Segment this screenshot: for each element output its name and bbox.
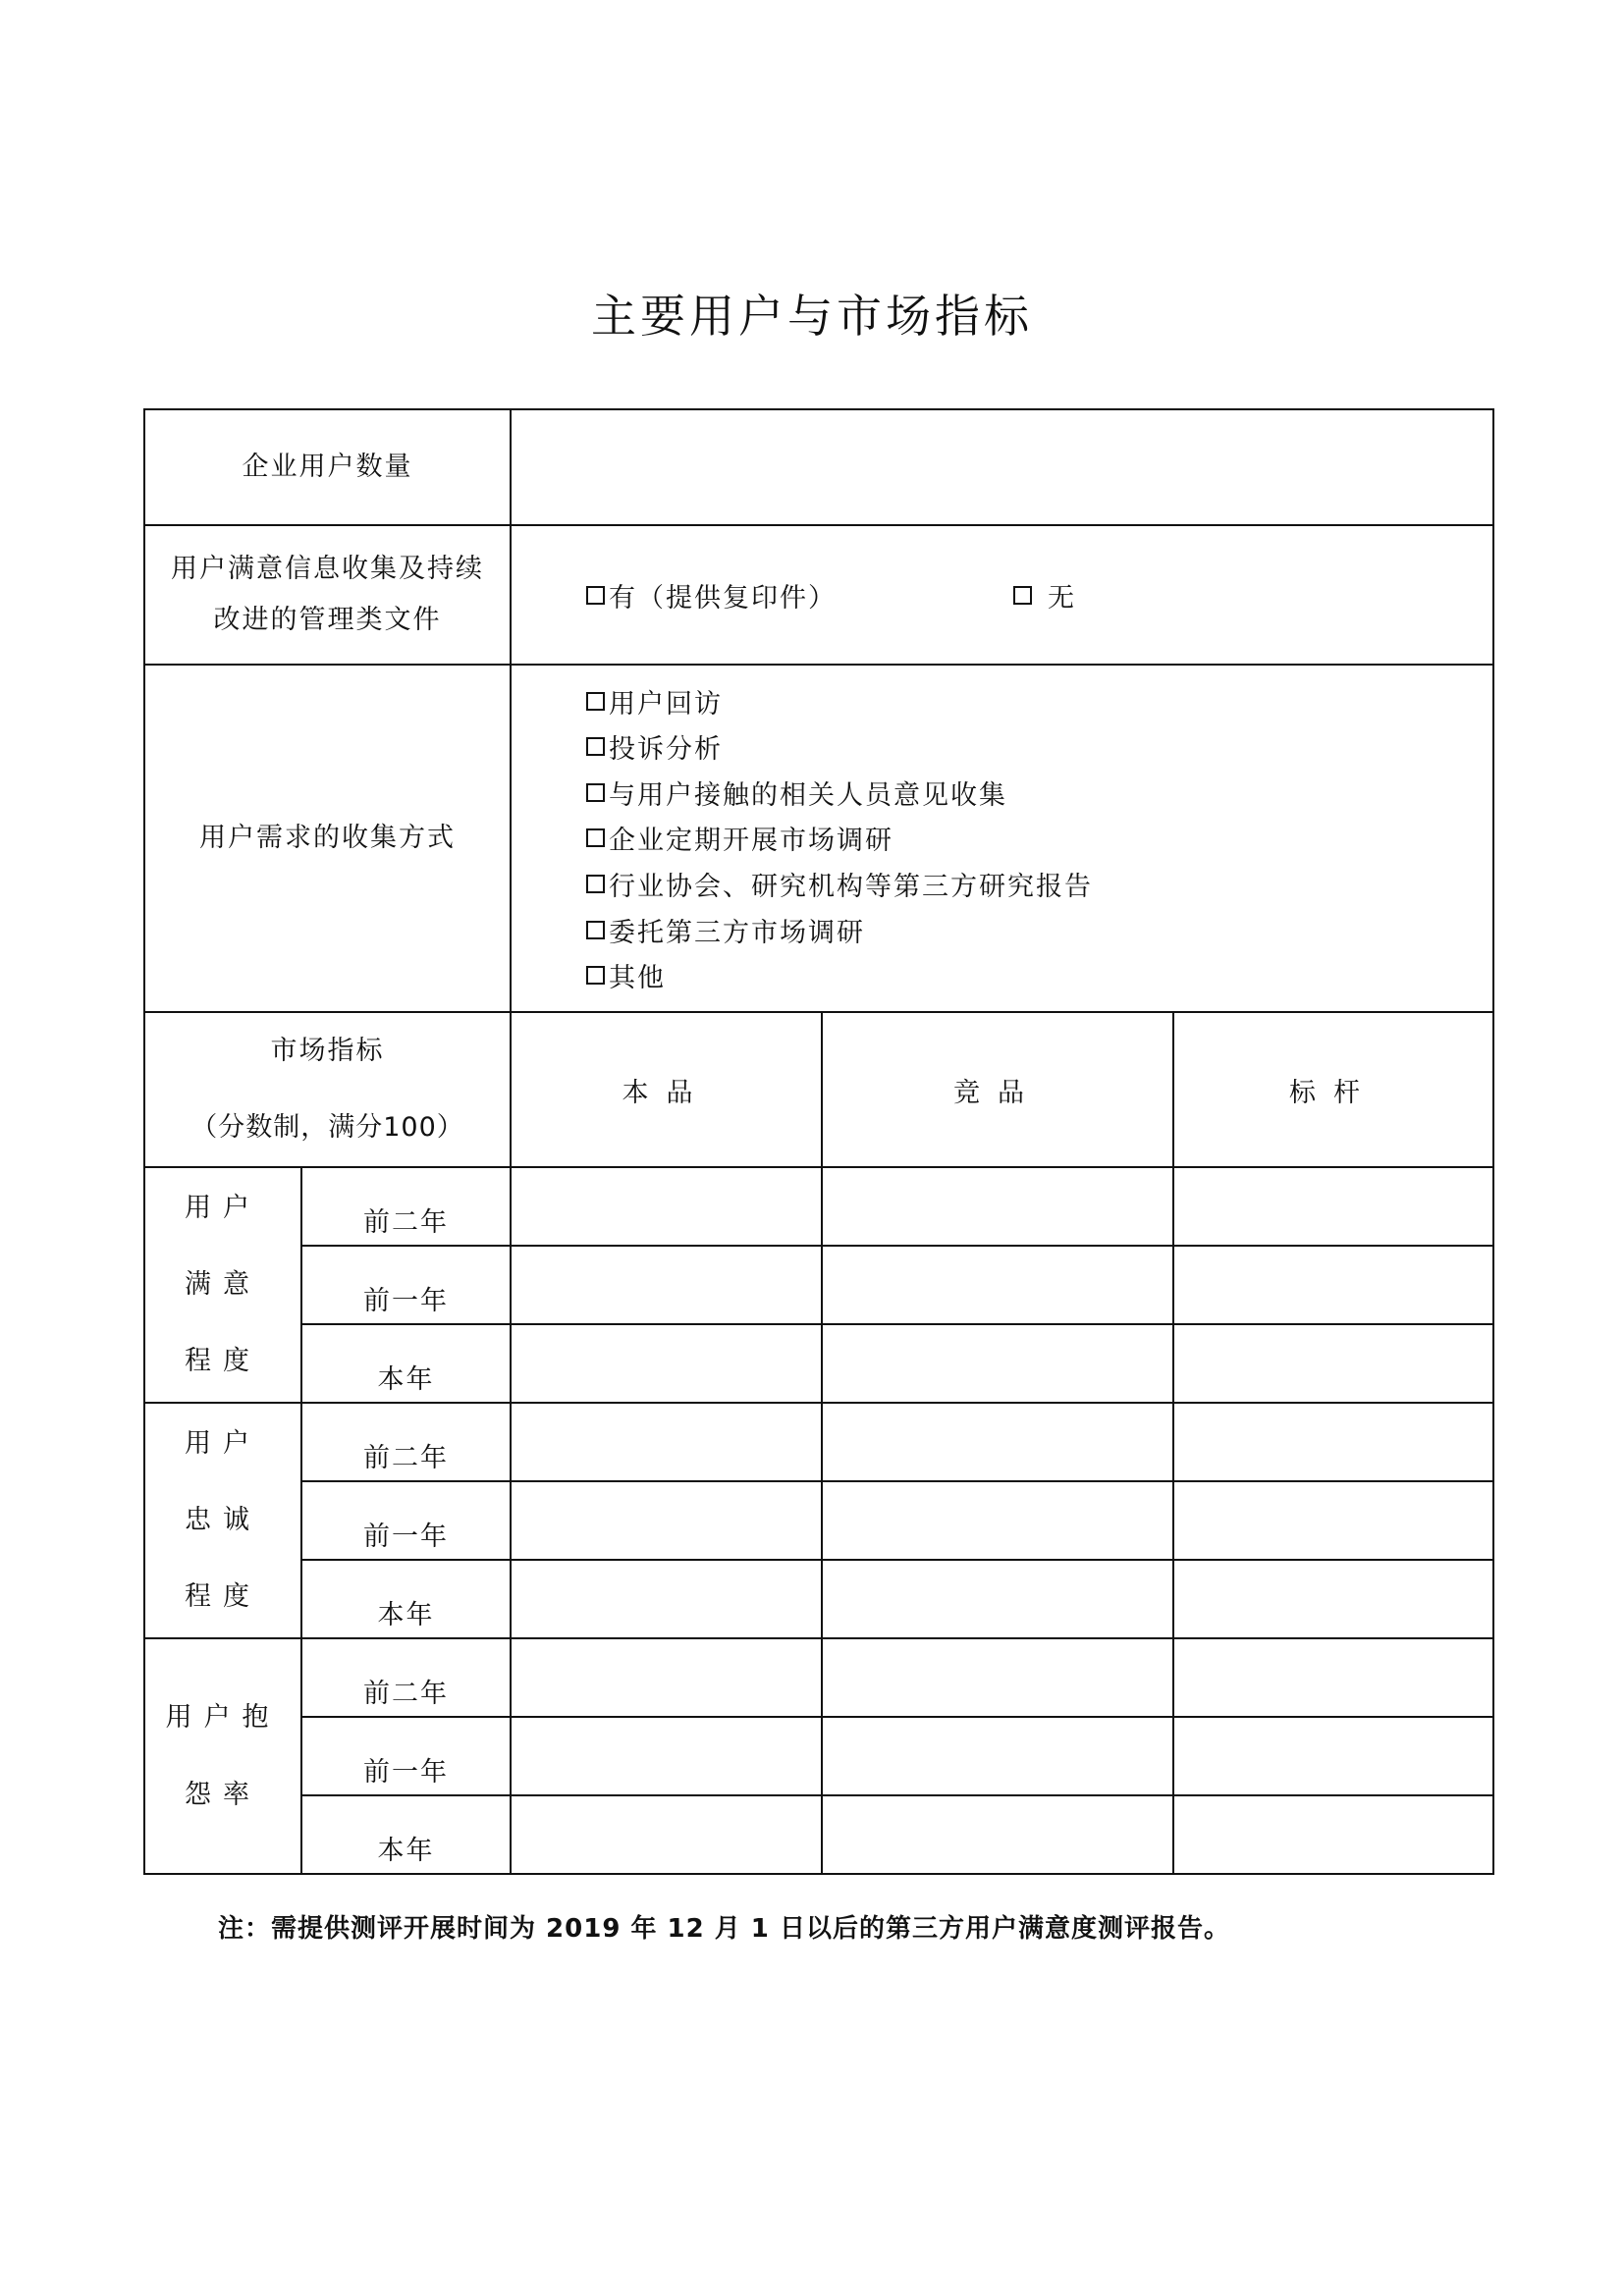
footnote: 注：需提供测评开展时间为 2019 年 12 月 1 日以后的第三方用户满意度测评报告。: [218, 1914, 1230, 1944]
group-label-line: 用户: [185, 1193, 261, 1223]
group-label-line: 用户: [185, 1428, 261, 1459]
checkbox-icon[interactable]: [586, 875, 605, 893]
table-row: [144, 1717, 1493, 1795]
user-count-label: 企业用户数量: [144, 409, 511, 525]
mgmt-docs-row: [144, 525, 1493, 665]
value-cell[interactable]: [511, 1246, 822, 1324]
checkbox-icon[interactable]: [586, 692, 605, 711]
indicator-header-line1: 市场指标: [270, 1036, 385, 1066]
indicator-header-label: [144, 1012, 511, 1167]
collection-option-label: 行业协会、研究机构等第三方研究报告: [609, 872, 1093, 903]
collection-option[interactable]: [586, 956, 1492, 995]
year-label: 前二年: [301, 1638, 511, 1717]
table-row: [144, 1167, 1493, 1246]
collection-option-label: 委托第三方市场调研: [609, 917, 865, 948]
user-count-field[interactable]: [511, 409, 1493, 525]
group-label-line: 满意: [185, 1269, 261, 1300]
collection-option[interactable]: [586, 910, 1492, 949]
loyalty-group-label: [144, 1403, 301, 1638]
table-row: [144, 1403, 1493, 1481]
indicator-header-row: [144, 1012, 1493, 1167]
value-cell[interactable]: [822, 1717, 1173, 1795]
table-row: [144, 1481, 1493, 1560]
page-title: 主要用户与市场指标: [591, 290, 1033, 343]
checkbox-icon[interactable]: [586, 783, 605, 802]
value-cell[interactable]: [511, 1717, 822, 1795]
year-label: 前二年: [301, 1403, 511, 1481]
value-cell[interactable]: [1173, 1795, 1493, 1874]
satisfaction-group-label: [144, 1167, 301, 1403]
year-label: 前一年: [301, 1717, 511, 1795]
checkbox-icon[interactable]: [586, 828, 605, 847]
checkbox-icon[interactable]: [586, 737, 605, 756]
value-cell[interactable]: [1173, 1167, 1493, 1246]
group-label-line: 忠诚: [185, 1505, 261, 1535]
mgmt-docs-yes-option[interactable]: [586, 576, 837, 614]
value-cell[interactable]: [822, 1324, 1173, 1403]
value-cell[interactable]: [1173, 1324, 1493, 1403]
value-cell[interactable]: [822, 1246, 1173, 1324]
mgmt-docs-label-line1: 用户满意信息收集及持续: [171, 554, 484, 584]
column-header-competitor: 竞品: [822, 1012, 1173, 1167]
collection-option[interactable]: [586, 727, 1492, 767]
column-header-benchmark: 标杆: [1173, 1012, 1493, 1167]
value-cell[interactable]: [1173, 1560, 1493, 1638]
year-label: 前一年: [301, 1246, 511, 1324]
collection-option-label: 投诉分析: [609, 734, 723, 766]
year-label: 本年: [301, 1324, 511, 1403]
collection-methods-row: [144, 665, 1493, 1012]
collection-methods-label: 用户需求的收集方式: [144, 665, 511, 1012]
mgmt-docs-no-option[interactable]: [1013, 576, 1076, 614]
value-cell[interactable]: [511, 1560, 822, 1638]
value-cell[interactable]: [1173, 1403, 1493, 1481]
year-label: 前二年: [301, 1167, 511, 1246]
value-cell[interactable]: [822, 1638, 1173, 1717]
mgmt-docs-label: [144, 525, 511, 665]
column-header-own-product: 本品: [511, 1012, 822, 1167]
year-label: 本年: [301, 1560, 511, 1638]
value-cell[interactable]: [822, 1795, 1173, 1874]
collection-option-label: 与用户接触的相关人员意见收集: [609, 779, 1007, 811]
mgmt-docs-options: [511, 525, 1493, 665]
checkbox-icon[interactable]: [586, 966, 605, 985]
value-cell[interactable]: [822, 1481, 1173, 1560]
table-row: [144, 1246, 1493, 1324]
mgmt-docs-no-label: 无: [1048, 582, 1076, 614]
mgmt-docs-label-line2: 改进的管理类文件: [213, 605, 442, 635]
value-cell[interactable]: [511, 1481, 822, 1560]
value-cell[interactable]: [511, 1795, 822, 1874]
table-row: [144, 1638, 1493, 1717]
user-count-row: [144, 409, 1493, 525]
collection-option[interactable]: [586, 773, 1492, 812]
value-cell[interactable]: [511, 1403, 822, 1481]
value-cell[interactable]: [1173, 1246, 1493, 1324]
complaint-group-label: [144, 1638, 301, 1874]
group-label-line: 程度: [185, 1581, 261, 1612]
checkbox-icon[interactable]: [586, 586, 605, 605]
value-cell[interactable]: [511, 1167, 822, 1246]
indicator-form-table: [143, 408, 1494, 1875]
mgmt-docs-yes-label: 有（提供复印件）: [609, 582, 837, 614]
value-cell[interactable]: [1173, 1638, 1493, 1717]
value-cell[interactable]: [1173, 1481, 1493, 1560]
value-cell[interactable]: [822, 1167, 1173, 1246]
collection-option-label: 企业定期开展市场调研: [609, 826, 893, 857]
collection-option[interactable]: [586, 865, 1492, 904]
checkbox-icon[interactable]: [586, 921, 605, 939]
checkbox-icon[interactable]: [1013, 586, 1032, 605]
collection-option-label: 用户回访: [609, 688, 723, 720]
collection-methods-options: [511, 665, 1493, 1012]
value-cell[interactable]: [511, 1638, 822, 1717]
group-label-line: 用户抱: [165, 1702, 281, 1733]
value-cell[interactable]: [822, 1403, 1173, 1481]
collection-option[interactable]: [586, 681, 1492, 721]
collection-option[interactable]: [586, 819, 1492, 858]
value-cell[interactable]: [511, 1324, 822, 1403]
collection-option-label: 其他: [609, 963, 666, 994]
group-label-line: 怨率: [185, 1780, 261, 1810]
year-label: 前一年: [301, 1481, 511, 1560]
table-row: [144, 1560, 1493, 1638]
value-cell[interactable]: [822, 1560, 1173, 1638]
year-label: 本年: [301, 1795, 511, 1874]
group-label-line: 程度: [185, 1346, 261, 1376]
table-row: [144, 1795, 1493, 1874]
table-row: [144, 1324, 1493, 1403]
value-cell[interactable]: [1173, 1717, 1493, 1795]
indicator-header-line2: （分数制，满分100）: [190, 1112, 464, 1143]
